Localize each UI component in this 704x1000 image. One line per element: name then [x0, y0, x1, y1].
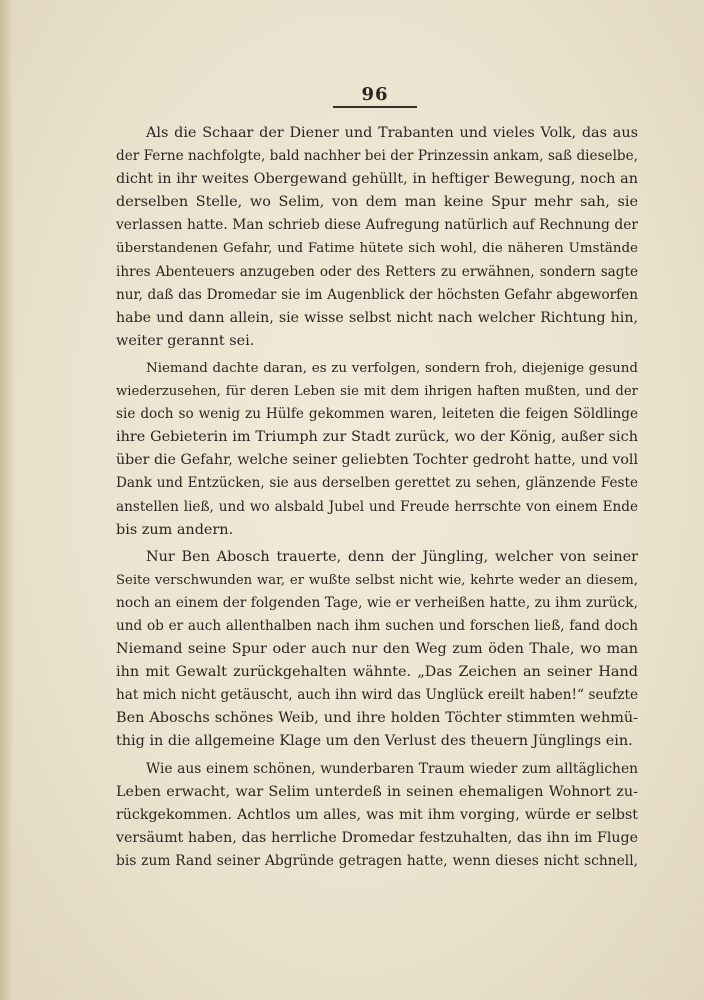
text-line: Niemand seine Spur oder auch nur den Weg zum öden Thale, wo man	[116, 641, 638, 658]
text-line: über die Gefahr, welche seiner geliebten Tochter gedroht hatte, und voll	[116, 452, 638, 469]
paragraph-1	[116, 122, 638, 353]
text-line: wiederzusehen, für deren Leben sie mit dem ihrigen haften mußten, und der	[116, 384, 638, 400]
text-line: sie doch so wenig zu Hülfe gekommen waren, leiteten die feigen Söldlinge	[116, 406, 638, 423]
paragraph-4	[116, 758, 638, 873]
text-line: thig in die allgemeine Klage um den Verlust des theuern Jünglings ein.	[116, 733, 633, 750]
paragraph-3	[116, 546, 638, 754]
text-line: der Ferne nachfolgte, bald nachher bei der Prinzessin ankam, saß dieselbe,	[116, 148, 638, 165]
text-line: hat mich nicht getäuscht, auch ihn wird das Unglück ereilt haben!“ seufzte	[116, 687, 638, 704]
text-line: Leben erwacht, war Selim unterdeß in seinen ehemaligen Wohnort zu-	[116, 783, 638, 800]
text-line: Dank und Entzücken, sie aus derselben gerettet zu sehen, glänzende Feste	[116, 475, 638, 492]
text-line: Ben Aboschs schönes Weib, und ihre holden Töchter stimmten wehmü-	[116, 710, 638, 727]
text-line: Wie aus einem schönen, wunderbaren Traum wieder zum alltäglichen	[146, 760, 638, 777]
text-line: anstellen ließ, und wo alsbald Jubel und Freude herrschte von einem Ende	[116, 498, 638, 515]
page-number-rule	[333, 106, 417, 108]
page-number: 96	[361, 84, 389, 105]
binding-edge	[0, 0, 14, 1000]
text-line: habe und dann allein, sie wisse selbst nicht nach welcher Richtung hin,	[116, 309, 638, 326]
text-line: nur, daß das Dromedar sie im Augenblick der höchsten Gefahr abgeworfen	[116, 286, 638, 303]
text-line: weiter gerannt sei.	[116, 332, 255, 349]
text-line: versäumt haben, das herrliche Dromedar festzuhalten, das ihn im Fluge	[116, 829, 638, 846]
text-line: Als die Schaar der Diener und Trabanten und vieles Volk, das aus	[146, 125, 638, 141]
text-line: Niemand dachte daran, es zu verfolgen, sondern froh, diejenige gesund	[146, 360, 638, 376]
text-line: ihn mit Gewalt zurückgehalten wähnte. „Das Zeichen an seiner Hand	[116, 664, 638, 681]
text-line: verlassen hatte. Man schrieb diese Aufregung natürlich auf Rechnung der	[116, 217, 638, 234]
text-line: rückgekommen. Achtlos um alles, was mit ihm vorging, würde er selbst	[116, 806, 638, 823]
text-line: noch an einem der folgenden Tage, wie er verheißen hatte, zu ihm zurück,	[116, 594, 639, 611]
text-line: überstandenen Gefahr, und Fatime hütete sich wohl, die näheren Umstände	[116, 241, 638, 257]
text-line: Seite verschwunden war, er wußte selbst nicht wie, kehrte weder an diesem,	[116, 572, 638, 588]
body-text	[116, 122, 638, 877]
text-line: dicht in ihr weites Obergewand gehüllt, in heftiger Bewegung, noch an	[116, 171, 638, 188]
text-line: bis zum andern.	[116, 521, 234, 538]
text-line: und ob er auch allenthalben nach ihm suchen und forschen ließ, fand doch	[116, 617, 638, 634]
text-line: ihres Abenteuers anzugeben oder des Retters zu erwähnen, sondern sagte	[116, 263, 638, 280]
text-line: derselben Stelle, wo Selim, von dem man keine Spur mehr sah, sie	[116, 194, 638, 211]
text-line: ihre Gebieterin im Triumph zur Stadt zurück, wo der König, außer sich	[116, 429, 638, 446]
text-line: Nur Ben Abosch trauerte, denn der Jüngling, welcher von seiner	[146, 548, 638, 565]
text-line: bis zum Rand seiner Abgründe getragen hatte, wenn dieses nicht schnell,	[116, 852, 638, 869]
paragraph-2	[116, 357, 638, 542]
